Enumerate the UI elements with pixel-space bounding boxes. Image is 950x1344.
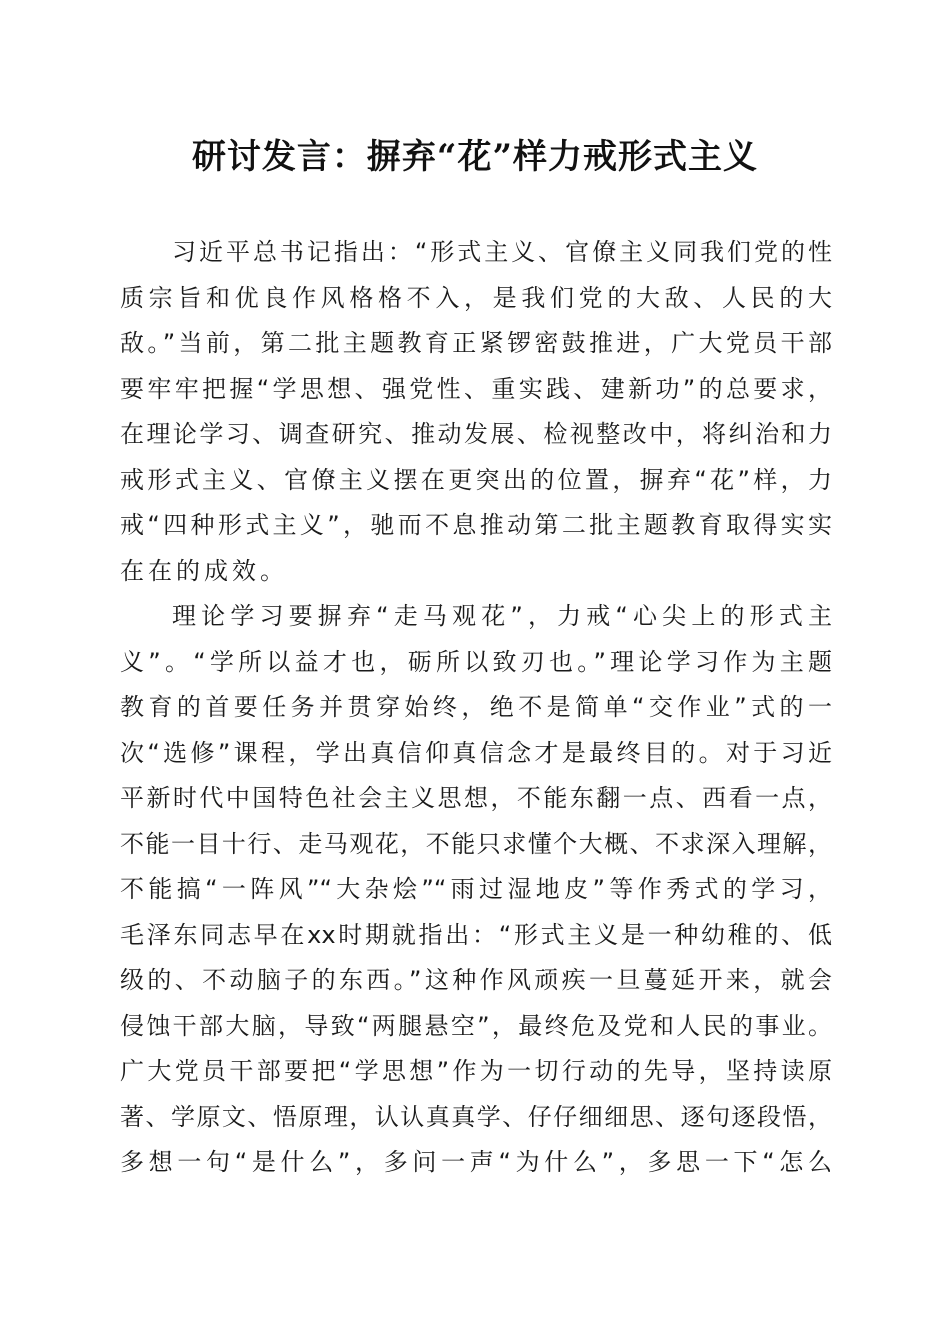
text-line: 著、学原文、悟原理，认认真真学、仔仔细细思、逐句逐段悟， (120, 1102, 832, 1131)
text-line: 质宗旨和优良作风格格不入，是我们党的大敌、人民的大 (120, 283, 832, 312)
text-line: 教育的首要任务并贯穿始终，绝不是简单“交作业”式的一 (120, 693, 832, 721)
text-line: 要牢牢把握“学思想、强党性、重实践、建新功”的总要求， (120, 374, 832, 403)
text-line: 毛泽东同志早在xx时期就指出：“形式主义是一种幼稚的、低 (120, 920, 832, 949)
text-line: 敌。”当前，第二批主题教育正紧锣密鼓推进，广大党员干部 (120, 329, 832, 357)
text-line: 在在的成效。 (120, 556, 288, 585)
paragraph-2 (120, 594, 832, 1186)
text-line: 在理论学习、调查研究、推动发展、检视整改中，将纠治和力 (120, 420, 832, 448)
text-line: 侵蚀干部大脑，导致“两腿悬空”，最终危及党和人民的事业。 (120, 1011, 832, 1040)
text-line: 义”。“学所以益才也，砺所以致刃也。”理论学习作为主题 (120, 647, 832, 676)
text-line: 广大党员干部要把“学思想”作为一切行动的先导，坚持读原 (120, 1057, 832, 1085)
document-title: 研讨发言：摒弃“花”样力戒形式主义 (191, 137, 759, 177)
text-line: 习近平总书记指出：“形式主义、官僚主义同我们党的性 (172, 238, 832, 266)
text-line: 戒“四种形式主义”，驰而不息推动第二批主题教育取得实实 (120, 511, 832, 539)
document-body (120, 230, 832, 1186)
text-line: 多想一句“是什么”，多问一声“为什么”，多思一下“怎么 (120, 1148, 832, 1176)
text-line: 级的、不动脑子的东西。”这种作风顽疾一旦蔓延开来，就会 (120, 966, 832, 994)
text-line: 平新时代中国特色社会主义思想，不能东翻一点、西看一点， (120, 784, 832, 812)
text-line: 理论学习要摒弃“走马观花”，力戒“心尖上的形式主 (172, 602, 832, 630)
text-line: 戒形式主义、官僚主义摆在更突出的位置，摒弃“花”样，力 (120, 465, 832, 494)
text-line: 不能一目十行、走马观花，不能只求懂个大概、不求深入理解， (120, 829, 832, 858)
text-line: 次“选修”课程，学出真信仰真信念才是最终目的。对于习近 (120, 738, 832, 767)
text-line: 不能搞“一阵风”“大杂烩”“雨过湿地皮”等作秀式的学习， (120, 875, 832, 903)
paragraph-1 (120, 230, 832, 594)
